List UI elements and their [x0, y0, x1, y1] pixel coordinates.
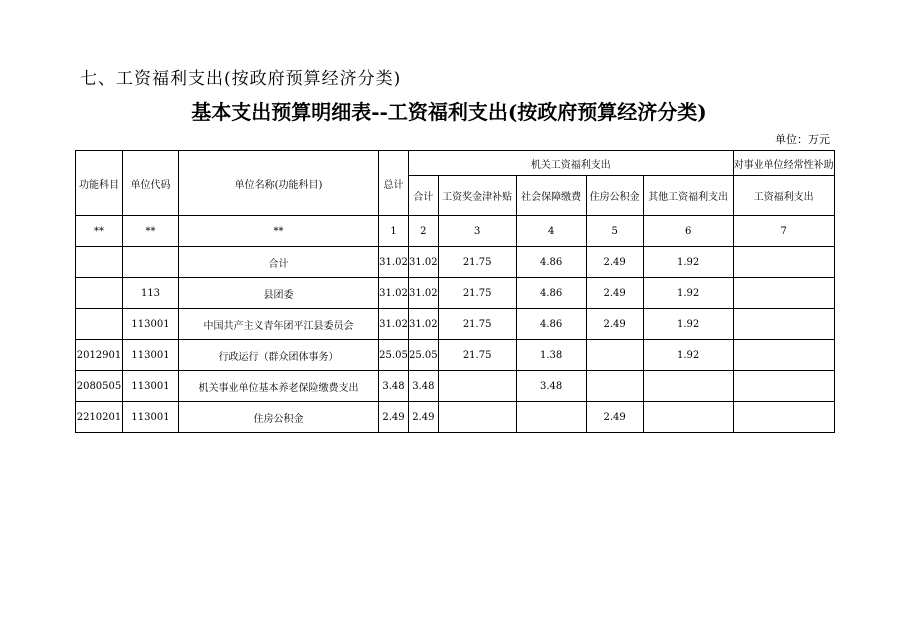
unit-label: 单位：万元 — [775, 133, 830, 146]
table-cell: 中国共产主义青年团平江县委员会 — [179, 309, 379, 340]
table-cell: 113001 — [123, 309, 179, 340]
table-cell: 1.92 — [643, 309, 733, 340]
table-cell — [733, 278, 834, 309]
header-group-agency: 机关工资福利支出 — [409, 151, 734, 176]
table-cell: 1.92 — [643, 340, 733, 371]
table-row — [76, 402, 835, 433]
table-row — [76, 371, 835, 402]
table-cell: 31.02 — [409, 309, 439, 340]
table-cell: 31.02 — [409, 247, 439, 278]
table-row — [76, 309, 835, 340]
header-sub: 工资福利支出 — [733, 176, 834, 216]
table-cell: 住房公积金 — [179, 402, 379, 433]
table-cell: 合计 — [179, 247, 379, 278]
table-cell: 21.75 — [438, 278, 516, 309]
table-cell: 2.49 — [409, 402, 439, 433]
table-cell: 2080505 — [76, 371, 123, 402]
table-cell: 2.49 — [586, 309, 643, 340]
table-cell: 31.02 — [409, 278, 439, 309]
table-cell: 4.86 — [516, 247, 586, 278]
table-cell — [733, 402, 834, 433]
table-cell — [733, 371, 834, 402]
table-cell: 4.86 — [516, 278, 586, 309]
table-cell — [438, 402, 516, 433]
index-row — [76, 216, 835, 247]
table-cell: 机关事业单位基本养老保险缴费支出 — [179, 371, 379, 402]
header-unit-name: 单位名称(功能科目) — [179, 151, 379, 216]
table-cell — [733, 247, 834, 278]
table-cell — [733, 340, 834, 371]
table-cell: 25.05 — [409, 340, 439, 371]
index-cell: 1 — [379, 216, 409, 247]
table-row — [76, 247, 835, 278]
table-cell — [733, 309, 834, 340]
table-cell: 2.49 — [586, 278, 643, 309]
table-cell: 25.05 — [379, 340, 409, 371]
header-group-support: 对事业单位经常性补助 — [733, 151, 834, 176]
header-unit-code: 单位代码 — [123, 151, 179, 216]
table-cell: 31.02 — [379, 309, 409, 340]
header-sub: 社会保障缴费 — [516, 176, 586, 216]
table-cell: 1.92 — [643, 247, 733, 278]
index-cell: ** — [123, 216, 179, 247]
table-cell: 行政运行（群众团体事务） — [179, 340, 379, 371]
table-cell: 3.48 — [516, 371, 586, 402]
index-cell: ** — [179, 216, 379, 247]
index-cell: 6 — [643, 216, 733, 247]
index-cell: 4 — [516, 216, 586, 247]
header-sub: 工资奖金津补贴 — [438, 176, 516, 216]
header-sub: 住房公积金 — [586, 176, 643, 216]
header-total: 总计 — [379, 151, 409, 216]
table-cell: 21.75 — [438, 340, 516, 371]
table-cell — [76, 247, 123, 278]
table-row — [76, 278, 835, 309]
table-cell: 113001 — [123, 402, 179, 433]
section-title: 七、工资福利支出(按政府预算经济分类) — [80, 69, 402, 89]
table-cell — [516, 402, 586, 433]
table-cell: 3.48 — [379, 371, 409, 402]
table-row — [76, 340, 835, 371]
index-cell: ** — [76, 216, 123, 247]
table-cell: 4.86 — [516, 309, 586, 340]
header-sub: 其他工资福利支出 — [643, 176, 733, 216]
table-cell — [76, 309, 123, 340]
table-cell: 2012901 — [76, 340, 123, 371]
index-cell: 2 — [409, 216, 439, 247]
table-cell: 113001 — [123, 371, 179, 402]
table-cell — [123, 247, 179, 278]
table-cell: 2.49 — [586, 402, 643, 433]
index-cell: 7 — [733, 216, 834, 247]
table-cell: 31.02 — [379, 247, 409, 278]
table-cell: 3.48 — [409, 371, 439, 402]
table-cell: 1.38 — [516, 340, 586, 371]
table-cell — [438, 371, 516, 402]
index-cell: 3 — [438, 216, 516, 247]
budget-table — [75, 150, 835, 433]
table-cell: 31.02 — [379, 278, 409, 309]
table-cell — [643, 402, 733, 433]
table-cell — [643, 371, 733, 402]
table-cell: 113 — [123, 278, 179, 309]
table-cell — [586, 371, 643, 402]
table-cell: 2.49 — [586, 247, 643, 278]
header-sub: 合计 — [409, 176, 439, 216]
table-cell: 县团委 — [179, 278, 379, 309]
table-cell: 2210201 — [76, 402, 123, 433]
page-title: 基本支出预算明细表--工资福利支出(按政府预算经济分类) — [191, 100, 707, 124]
index-cell: 5 — [586, 216, 643, 247]
header-func-code: 功能科目 — [76, 151, 123, 216]
table-cell: 21.75 — [438, 309, 516, 340]
table-cell — [76, 278, 123, 309]
table-cell: 1.92 — [643, 278, 733, 309]
table-cell: 113001 — [123, 340, 179, 371]
table-cell: 2.49 — [379, 402, 409, 433]
table-cell — [586, 340, 643, 371]
table-cell: 21.75 — [438, 247, 516, 278]
